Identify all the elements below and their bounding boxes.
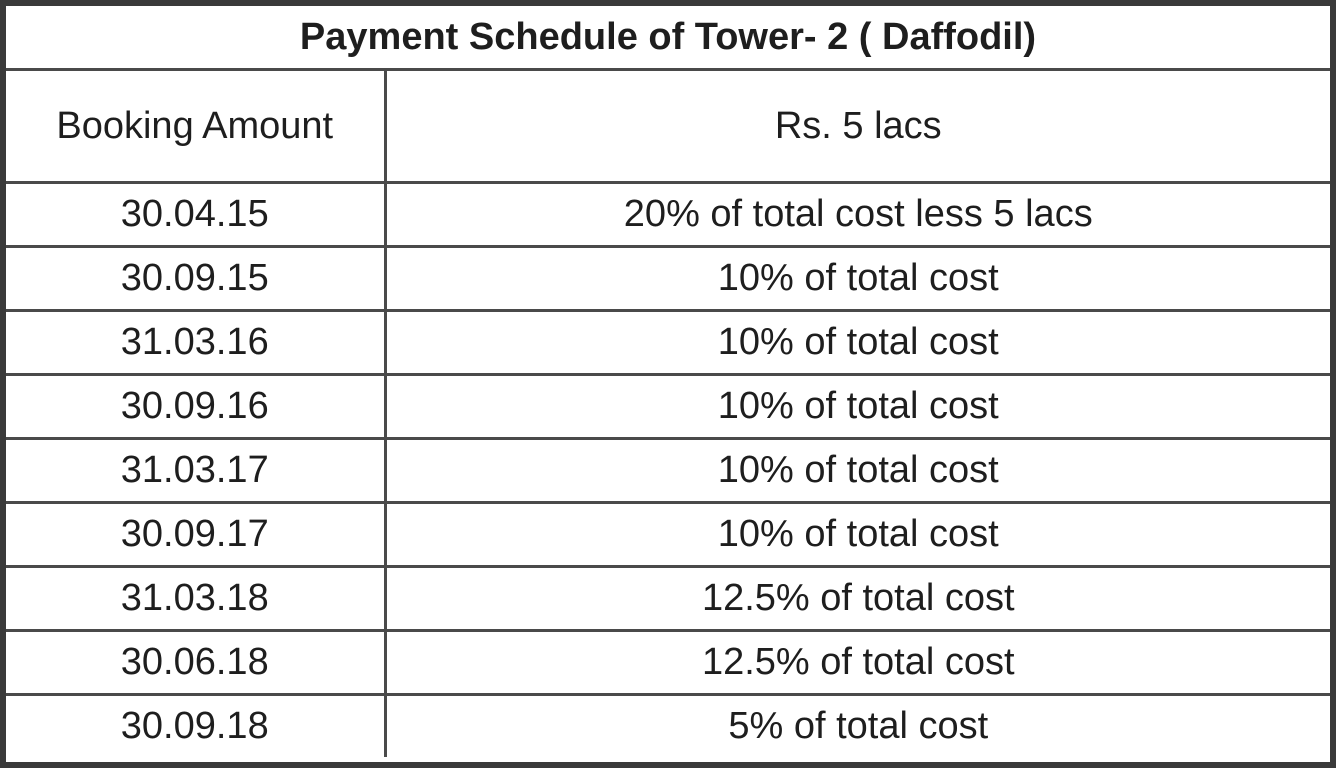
schedule-amount: 12.5% of total cost <box>385 567 1330 631</box>
schedule-date: 30.09.18 <box>6 695 385 758</box>
schedule-amount: 10% of total cost <box>385 311 1330 375</box>
table-row <box>6 631 1330 695</box>
schedule-date: 30.09.15 <box>6 247 385 311</box>
schedule-amount: 10% of total cost <box>385 375 1330 439</box>
table-row <box>6 375 1330 439</box>
schedule-date: 30.06.18 <box>6 631 385 695</box>
table-body <box>6 6 1330 757</box>
booking-row <box>6 70 1330 183</box>
table-row <box>6 183 1330 247</box>
table-row <box>6 503 1330 567</box>
table-row <box>6 439 1330 503</box>
booking-label: Booking Amount <box>6 70 385 183</box>
table-title: Payment Schedule of Tower- 2 ( Daffodil) <box>6 6 1330 70</box>
booking-value: Rs. 5 lacs <box>385 70 1330 183</box>
table-row <box>6 247 1330 311</box>
schedule-date: 30.09.16 <box>6 375 385 439</box>
payment-schedule-table <box>6 6 1330 757</box>
schedule-date: 31.03.16 <box>6 311 385 375</box>
schedule-date: 30.09.17 <box>6 503 385 567</box>
schedule-amount: 12.5% of total cost <box>385 631 1330 695</box>
title-row <box>6 6 1330 70</box>
schedule-date: 31.03.17 <box>6 439 385 503</box>
table-row <box>6 311 1330 375</box>
schedule-date: 30.04.15 <box>6 183 385 247</box>
schedule-amount: 10% of total cost <box>385 247 1330 311</box>
table-row <box>6 567 1330 631</box>
schedule-amount: 5% of total cost <box>385 695 1330 758</box>
schedule-date: 31.03.18 <box>6 567 385 631</box>
schedule-amount: 10% of total cost <box>385 439 1330 503</box>
schedule-amount: 10% of total cost <box>385 503 1330 567</box>
schedule-amount: 20% of total cost less 5 lacs <box>385 183 1330 247</box>
table-row <box>6 695 1330 758</box>
